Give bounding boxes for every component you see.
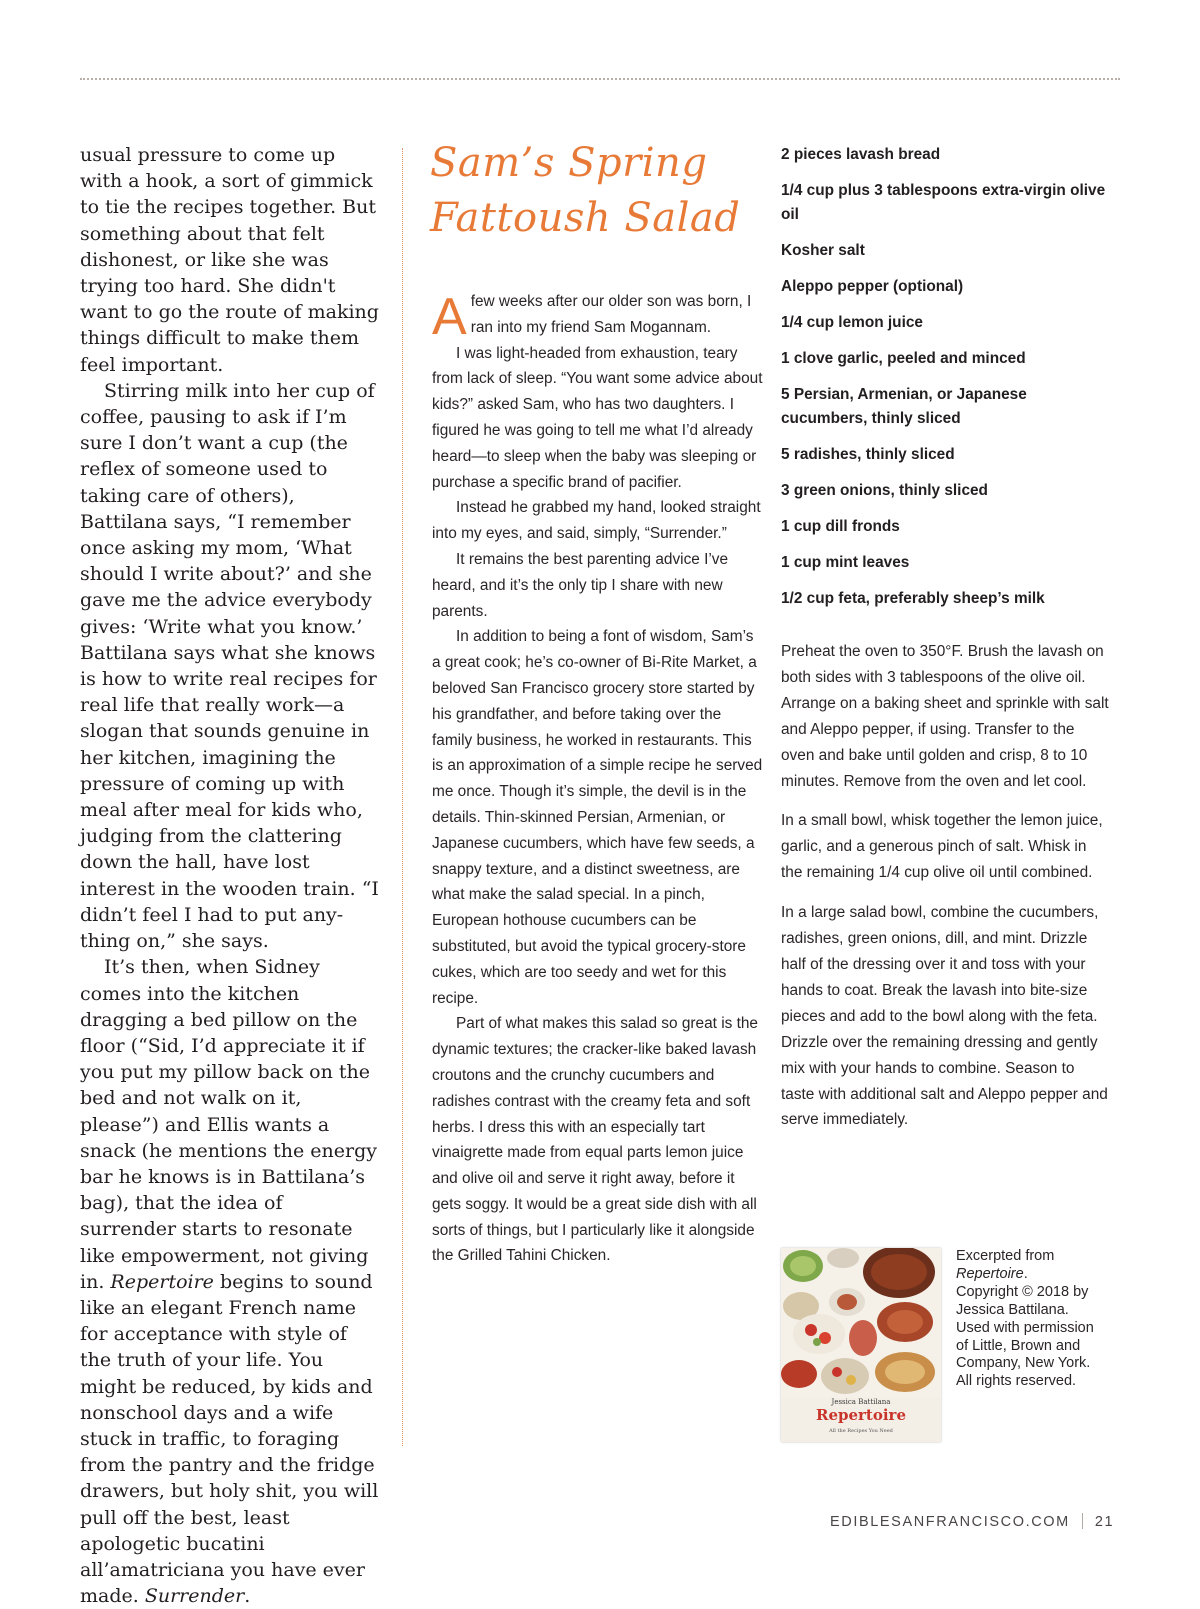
ingredient-item: 1 clove garlic, peeled and minced <box>781 350 1026 367</box>
credit-line: All rights reserved. <box>956 1373 1077 1390</box>
headnote-paragraph: Instead he grabbed my hand, looked straight into my eyes, and said, simply, “Surrender.” <box>432 499 761 543</box>
credit-line: of Little, Brown and <box>956 1337 1081 1354</box>
headnote-paragraph: I was light-headed from exhaustion, teary from lack of sleep. “You want some advice about kids?” asked Sam, who has two daughters. I figured he was going to tell me what I’d already heard—to sleep when the baby was sleeping or purchase a specific brand of pacifier. <box>432 344 763 491</box>
book-title-italic: Repertoire <box>110 1270 214 1293</box>
credit-line: Jessica Battilana. <box>956 1301 1069 1318</box>
paragraph-text: . <box>244 1585 251 1608</box>
ingredient-item: 1/4 cup plus 3 tablespoons extra-virgin olive oil <box>781 182 1106 223</box>
ingredient-item: 1/2 cup feta, preferably sheep’s milk <box>781 590 1045 607</box>
article-paragraph: usual pressure to come up with a hook, a sort of gimmick to tie the recipes together. But something about that felt dishonest, or like she was trying too hard. She didn't want to go the route of making things difficult to make them feel important. <box>80 144 379 376</box>
credit-line: Used with permission <box>956 1319 1094 1336</box>
page-footer <box>830 1513 1120 1530</box>
footer-site[interactable]: EDIBLESANFRANCISCO.COM <box>830 1514 1070 1530</box>
ingredient-item: 2 pieces lavash bread <box>781 146 941 163</box>
ingredient-list <box>781 143 1111 623</box>
article-continuation-column <box>80 142 380 1609</box>
ingredient-item: 5 Persian, Armenian, or Japanese cucumbers, thinly sliced <box>781 386 1027 427</box>
recipe-title-line: Fattoush Salad <box>430 195 741 241</box>
ingredient-item: Kosher salt <box>781 242 865 259</box>
paragraph-text: begins to sound like an elegant French name for acceptance with style of the truth of your life. You might be reduced, by kids and nonschool days and a wife stuck in traffic, to foraging from the pantry and the fridge drawers, but holy shit, you will pull off the best, least apologetic bucatini all’amatriciana you have ever made. <box>80 1270 379 1608</box>
lead-text: few weeks after our older son was born, I ran into my friend Sam Mogannam. <box>470 293 752 336</box>
ingredient-item: 3 green onions, thinly sliced <box>781 482 988 499</box>
closing-word-italic: Surrender <box>144 1585 245 1608</box>
headnote-lead-paragraph <box>432 288 764 346</box>
ingredient-item: 1 cup dill fronds <box>781 518 900 535</box>
credit-line: Excerpted from <box>956 1248 1055 1264</box>
book-title: Repertoire <box>815 1406 907 1424</box>
credit-punctuation: . <box>1023 1265 1028 1282</box>
top-dotted-rule <box>80 78 1120 80</box>
ingredient-item: 1/4 cup lemon juice <box>781 314 923 331</box>
book-credit <box>781 1248 1121 1444</box>
recipe-method <box>781 639 1111 1147</box>
credit-book-title: Repertoire <box>956 1265 1024 1282</box>
method-step: In a large salad bowl, combine the cucumbers, radishes, green onions, dill, and mint. Drizzle half of the dressing over it and toss with your hands to coat. Break the lavash into bite-size pieces and add to the bowl along with the feta. Drizzle over the remaining dressing and gently mix with your hands to combine. Season to taste with additional salt and Aleppo pepper and serve immediately. <box>781 904 1108 1129</box>
drop-cap: A <box>432 288 467 346</box>
book-subtitle: All the Recipes You Need <box>829 1428 893 1434</box>
book-cover-image <box>781 1248 941 1442</box>
ingredient-item: Aleppo pepper (optional) <box>781 278 964 295</box>
article-paragraph: Stirring milk into her cup of coffee, pausing to ask if I’m sure I don’t want a cup (the reflex of someone used to taking care of others), Battilana says, “I remember once asking my mom, ‘What should I write about?’ and she gave me the advice everybody gives: ‘Write what you know.’ Battilana says what she knows is how to write real recipes for real life that really work—a slogan that sounds genuine in her kitchen, imagining the pressure of coming up with meal after meal for kids who, judging from the clattering down the hall, have lost interest in the wooden train. “I didn’t feel I had to put anything on,” she says. <box>80 379 379 953</box>
recipe-title-line: Sam’s Spring <box>430 140 708 186</box>
method-step: Preheat the oven to 350°F. Brush the lavash on both sides with 3 tablespoons of the olive oil. Arrange on a baking sheet and sprinkle with salt and Aleppo pepper, if using. Transfer to the oven and bake until golden and crisp, 8 to 10 minutes. Remove from the oven and let cool. <box>781 643 1109 790</box>
page-number: 21 <box>1094 1514 1115 1530</box>
recipe-headnote <box>432 289 764 1269</box>
excerpt-credit <box>956 1248 1121 1391</box>
footer-separator <box>1082 1513 1083 1529</box>
ingredient-item: 5 radishes, thinly sliced <box>781 446 955 463</box>
headnote-paragraph: In addition to being a font of wisdom, Sam’s a great cook; he’s co-owner of Bi-Rite Market, a beloved San Francisco grocery store started by his grandfather, and before taking over the family business, he worked in restaurants. This is an approximation of a simple recipe he served me once. Though it’s simple, the devil is in the details. Thin-skinned Persian, Armenian, or Japanese cucumbers, which have few seeds, a snappy texture, and a distinct sweetness, are what make the salad special. In a pinch, European hothouse cucumbers can be substituted, but avoid the typical grocery-store cukes, which are too seedy and wet for this recipe. <box>432 628 763 1007</box>
headnote-paragraph: Part of what makes this salad so great is the dynamic textures; the cracker-like baked lavash croutons and the crunchy cucumbers and radishes contrast with the creamy feta and soft herbs. I dress this with an especially tart vinaigrette made from equal parts lemon juice and olive oil and serve it right away, before it gets soggy. It would be a great side dish with all sorts of things, but I particularly like it alongside the Grilled Tahini Chicken. <box>432 1015 758 1265</box>
book-author: Jessica Battilana <box>831 1398 891 1406</box>
ingredient-item: 1 cup mint leaves <box>781 554 910 571</box>
food-photo-collage <box>781 1248 941 1398</box>
credit-line: Copyright © 2018 by <box>956 1283 1089 1300</box>
credit-line <box>956 1266 1121 1284</box>
paragraph-text: It’s then, when Sidney comes into the kitchen dragging a bed pillow on the floor (“Sid, I’d appreciate it if you put my pillow back on the bed and not walk on it, please”) and Ellis wants a snack (he mentions the energy bar he knows is in Battilana’s bag), that the idea of surrender starts to resonate like empowerment, not giving in. <box>80 956 377 1293</box>
recipe-title <box>430 136 750 246</box>
article-paragraph <box>80 954 380 1609</box>
credit-line: Company, New York. <box>956 1355 1091 1372</box>
column-divider <box>402 148 403 1446</box>
headnote-paragraph: It remains the best parenting advice I’ve heard, and it’s the only tip I share with new parents. <box>432 550 729 620</box>
method-step: In a small bowl, whisk together the lemon juice, garlic, and a generous pinch of salt. Whisk in the remaining 1/4 cup olive oil until combined. <box>781 812 1103 882</box>
